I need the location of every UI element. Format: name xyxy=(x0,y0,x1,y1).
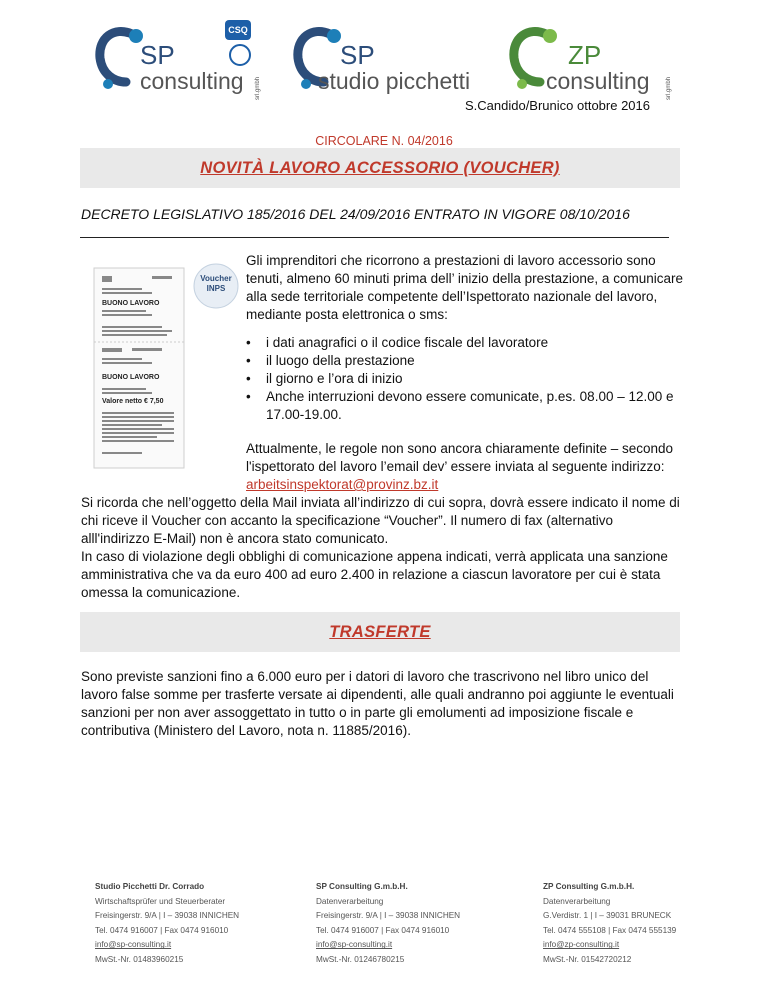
list-item-text: il luogo della prestazione xyxy=(266,353,415,368)
email-link[interactable]: arbeitsinspektorat@provinz.bz.it xyxy=(246,477,439,492)
footer-col-2 xyxy=(316,880,460,968)
list-item-text: Anche interruzioni devono essere comunicate, p.es. 08.00 – 12.00 e 17.00-19.00. xyxy=(266,389,674,422)
logo-3-line1: ZP xyxy=(568,40,602,70)
notice-text-1: Si ricorda che nell’oggetto della Mail inviata all’indirizzo di cui sopra, dovrà essere indicato il nome di chi riceve il Voucher con accanto la specificazione “Voucher”. Il numero di fax (alternativo alll'indirizzo E-Mail) non è ancora stato comunicato. xyxy=(81,495,680,546)
certification-icon xyxy=(229,44,251,66)
email-paragraph-text: Attualmente, le regole non sono ancora chiaramente definite – secondo l'ispettorato del lavoro l’email dev’ essere inviata al seguente indirizzo: xyxy=(246,441,674,474)
list-item: • Anche interruzioni devono essere comunicate, p.es. 08.00 – 12.00 e 17.00-19.00. xyxy=(246,389,674,422)
list-item: • i dati anagrafici o il codice fiscale del lavoratore xyxy=(246,335,549,350)
footer-email-link[interactable]: info@sp-consulting.it xyxy=(316,940,393,950)
footer-company-name: Studio Picchetti Dr. Corrado xyxy=(95,882,205,891)
list-item-text: i dati anagrafici o il codice fiscale del lavoratore xyxy=(266,335,549,350)
sp-consulting-logo xyxy=(92,18,262,98)
bullet-list xyxy=(246,334,686,424)
footer-vat: MwSt.-Nr. 01246780215 xyxy=(316,954,405,964)
footer-email-link[interactable]: info@sp-consulting.it xyxy=(95,940,172,950)
title-band xyxy=(80,148,680,188)
notice-paragraph xyxy=(81,494,681,602)
logo-2-line2: studio picchetti xyxy=(318,68,471,94)
section-band xyxy=(80,612,680,652)
logo-1-line2: consulting xyxy=(140,68,244,94)
logo-3-line2: consulting xyxy=(546,68,650,94)
voucher-image xyxy=(92,262,240,472)
logo-bar xyxy=(0,18,768,98)
footer-vat: MwSt.-Nr. 01483960215 xyxy=(95,954,184,964)
divider xyxy=(80,237,669,238)
footer-line: Datenverarbeitung xyxy=(543,896,611,906)
footer-company-name: SP Consulting G.m.b.H. xyxy=(316,882,408,891)
footer-vat: MwSt.-Nr. 01542720212 xyxy=(543,954,632,964)
logo-2-line1: SP xyxy=(340,40,375,70)
footer-line: Wirtschaftsprüfer und Steuerberater xyxy=(95,896,226,906)
footer-company-name: ZP Consulting G.m.b.H. xyxy=(543,882,635,891)
page-title: NOVITÀ LAVORO ACCESSORIO (VOUCHER) xyxy=(200,159,560,177)
email-paragraph xyxy=(246,440,686,494)
list-item: • il giorno e l’ora di inizio xyxy=(246,371,403,386)
footer-email-link[interactable]: info@zp-consulting.it xyxy=(543,940,620,950)
voucher-inps-badge xyxy=(194,274,238,294)
footer-col-1 xyxy=(95,880,239,968)
footer-line: Tel. 0474 916007 | Fax 0474 916010 xyxy=(316,925,450,935)
voucher-badge-line2: INPS xyxy=(206,284,226,293)
intro-text: Gli imprenditori che ricorrono a prestazioni di lavoro accessorio sono tenuti, almeno 60 minuti prima dell’ inizio della prestazione, a comunicare alla sede territoriale competente dell’Ispettorato nazionale del lavoro, mediante posta elettronica o sms: xyxy=(246,253,683,322)
voucher-badge-line1: Voucher xyxy=(200,274,232,283)
csq-badge: CSQ xyxy=(225,20,251,40)
intro-paragraph xyxy=(246,252,686,324)
footer-line: G.Verdistr. 1 | I – 39031 BRUNECK xyxy=(543,911,672,921)
logo-1-suffix: srl.gmbh xyxy=(255,76,261,100)
footer-line: Tel. 0474 916007 | Fax 0474 916010 xyxy=(95,925,229,935)
circular-label: CIRCOLARE N. 04/2016 xyxy=(315,134,453,148)
footer-line: Tel. 0474 555108 | Fax 0474 555139 xyxy=(543,925,677,935)
decree-line: DECRETO LEGISLATIVO 185/2016 DEL 24/09/2016 ENTRATO IN VIGORE 08/10/2016 xyxy=(81,206,630,222)
notice-text-2: In caso di violazione degli obblighi di comunicazione appena indicati, verrà applicata una sanzione amministrativa che va da euro 400 ad euro 2.400 in relazione a ciascun lavoratore per cui è stata omessa la comunicazione. xyxy=(81,549,668,600)
footer-line: Datenverarbeitung xyxy=(316,896,384,906)
footer-line: Freisingerstr. 9/A | I – 39038 INNICHEN xyxy=(316,911,461,921)
logo-1-line1: SP xyxy=(140,40,175,70)
footer-col-3 xyxy=(543,880,676,968)
voucher-value: Valore netto € 7,50 xyxy=(102,398,164,405)
section-title: TRASFERTE xyxy=(329,623,431,641)
voucher-heading-2: BUONO LAVORO xyxy=(102,374,160,381)
footer-line: Freisingerstr. 9/A | I – 39038 INNICHEN xyxy=(95,911,240,921)
place-date: S.Candido/Brunico ottobre 2016 xyxy=(464,98,650,113)
voucher-heading-1: BUONO LAVORO xyxy=(102,300,160,307)
list-item-text: il giorno e l’ora di inizio xyxy=(266,371,403,386)
zp-consulting-logo xyxy=(506,18,676,98)
list-item: • il luogo della prestazione xyxy=(246,353,415,368)
logo-3-suffix: srl.gmbh xyxy=(666,76,672,100)
trasferte-paragraph: Sono previste sanzioni fino a 6.000 euro per i datori di lavoro che trascrivono nel libro unico del lavoro false somme per trasferte versate ai dipendenti, alle quali andranno poi aggiunte le eventuali sanzioni per non aver assoggettato in tutto o in parte gli emolumenti ad imposizione fiscale e contributiva (Ministero del Lavoro, nota n. 11885/2016). xyxy=(81,669,674,738)
sp-studio-picchetti-logo xyxy=(290,18,490,98)
